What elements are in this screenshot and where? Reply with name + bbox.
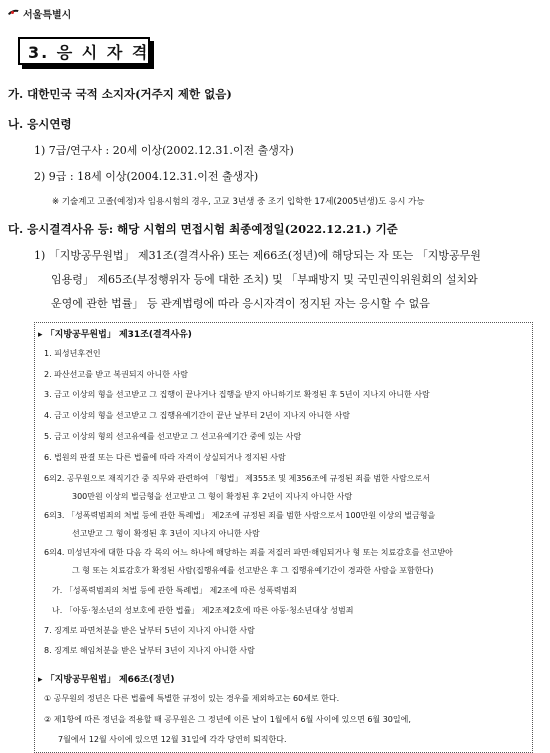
box1-title: ▸ 「지방공무원법」 제31조(결격사유)	[38, 330, 192, 340]
box1-item: 선고받고 그 형이 확정된 후 3년이 지나지 아니한 사람	[72, 529, 260, 538]
box1-item: 5. 금고 이상의 형의 선고유예를 선고받고 그 선고유예기간 중에 있는 사람	[44, 432, 302, 441]
seoul-logo	[6, 6, 71, 21]
org-name: 서울특별시	[23, 10, 72, 21]
box1-item: 6. 법원의 판결 또는 다른 법률에 따라 자격이 상실되거나 정지된 사람	[44, 453, 286, 462]
da-body-2: 임용령」 제65조(부정행위자 등에 대한 조치) 및 「부패방지 및 국민권익위원회의 설치와	[51, 273, 478, 286]
age-line-1: 1) 7급/연구사 : 20세 이상(2002.12.31.이전 출생자)	[34, 144, 294, 157]
box2-item: ② 제1항에 따른 정년을 적용할 때 공무원은 그 정년에 이른 날이 1월에서 6월 사이에 있으면 6월 30일에,	[44, 715, 411, 724]
box1-item: 6의4. 미성년자에 대한 다음 각 목의 어느 하나에 해당하는 죄를 저질러 파면·해임되거나 형 또는 치료감호를 선고받아	[44, 548, 453, 557]
heading-na: 나. 응시연령	[8, 117, 72, 131]
seoul-logo-icon	[6, 8, 20, 20]
box1-item: 6의2. 공무원으로 재직기간 중 직무와 관련하여 「형법」 제355조 및 제356조에 규정된 죄를 범한 사람으로서	[44, 474, 430, 483]
da-body-3: 운영에 관한 법률」 등 관계법령에 따라 응시자격이 정지된 자는 응시할 수 없음	[51, 297, 430, 310]
box1-item: 8. 징계로 해임처분을 받은 날부터 3년이 지나지 아니한 사람	[44, 646, 255, 655]
box1-item: 7. 징계로 파면처분을 받은 날부터 5년이 지나지 아니한 사람	[44, 626, 255, 635]
section-title: 3. 응 시 자 격	[28, 43, 150, 62]
heading-ga: 가. 대한민국 국적 소지자(거주지 제한 없음)	[8, 87, 232, 101]
box1-item: 3. 금고 이상의 형을 선고받고 그 집행이 끝나거나 집행을 받지 아니하기로 확정된 후 5년이 지나지 아니한 사람	[44, 390, 430, 399]
box2-item: 7월에서 12월 사이에 있으면 12월 31일에 각각 당연히 퇴직한다.	[58, 735, 287, 744]
box1-item: 그 형 또는 치료감호가 확정된 사람(집행유예를 선고받은 후 그 집행유예기간이 경과한 사람을 포함한다)	[72, 566, 434, 575]
da-body-1: 1) 「지방공무원법」 제31조(결격사유) 또는 제66조(정년)에 해당되는 자 또는 「지방공무원	[34, 249, 481, 262]
box1-item: 2. 파산선고를 받고 복권되지 아니한 사람	[44, 370, 188, 379]
box1-item: 4. 금고 이상의 형을 선고받고 그 집행유예기간이 끝난 날부터 2년이 지나지 아니한 사람	[44, 411, 350, 420]
box1-item: 가. 「성폭력범죄의 처벌 등에 관한 특례법」 제2조에 따른 성폭력범죄	[52, 586, 297, 595]
age-note: ※ 기술계고 고졸(예정)자 임용시험의 경우, 고교 3년생 중 조기 입학한 17세(2005년생)도 응시 가능	[52, 197, 425, 207]
box1-item: 1. 피성년후견인	[44, 349, 101, 358]
box1-item: 300만원 이상의 벌금형을 선고받고 그 형이 확정된 후 2년이 지나지 아니한 사람	[72, 492, 353, 501]
box2-title: ▸ 「지방공무원법」 제66조(정년)	[38, 675, 175, 685]
heading-da: 다. 응시결격사유 등: 해당 시험의 면접시험 최종예정일(2022.12.21.) 기준	[8, 222, 398, 236]
box1-item: 6의3. 「성폭력범죄의 처벌 등에 관한 특례법」 제2조에 규정된 죄를 범한 사람으로서 100만원 이상의 벌금형을	[44, 511, 436, 520]
box2-item: ① 공무원의 정년은 다른 법률에 특별한 규정이 있는 경우를 제외하고는 60세로 한다.	[44, 694, 340, 703]
age-line-2: 2) 9급 : 18세 이상(2004.12.31.이전 출생자)	[34, 170, 259, 183]
box1-item: 나. 「아동·청소년의 성보호에 관한 법률」 제2조제2호에 따른 아동·청소년대상 성범죄	[52, 606, 354, 615]
